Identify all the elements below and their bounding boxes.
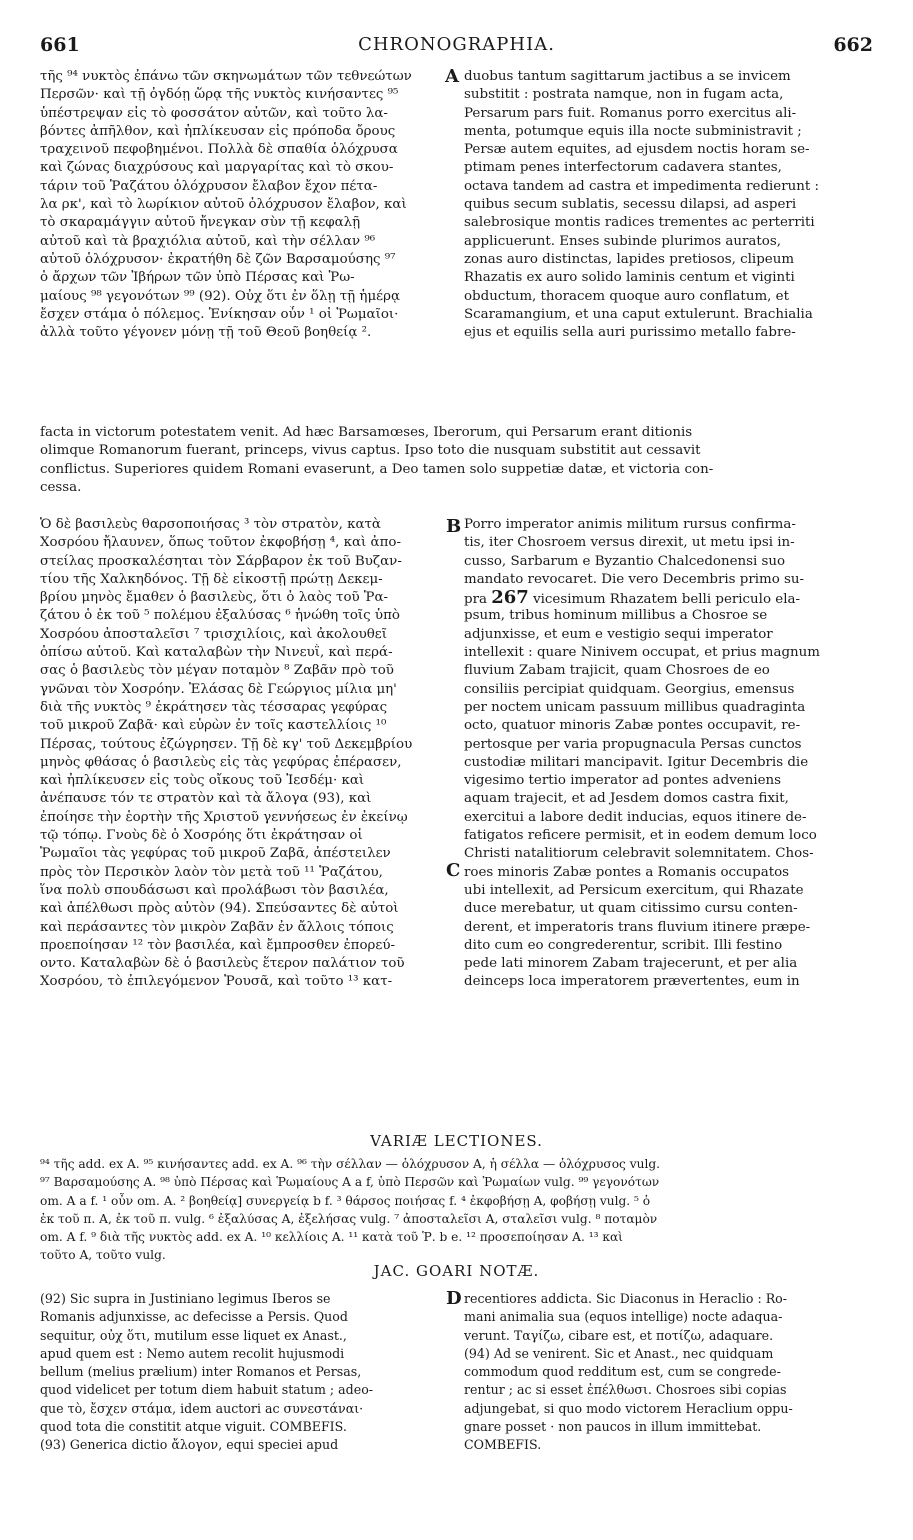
text-line: ἀλλὰ τοῦτο γέγονεν μόνῃ τῇ τοῦ Θεοῦ βοηθείᾳ ². xyxy=(40,325,372,341)
variae-lectiones-title: VARIÆ LECTIONES. xyxy=(370,1132,543,1150)
text-line: τάριν τοῦ Ῥαζάτου ὁλόχρυσον ἔλαβον ἔχον πέτα- xyxy=(40,178,378,194)
latin-line: Christi natalitiorum celebravit solemnitatem. Chos- xyxy=(464,846,814,862)
latin-line: custodiæ militari mancipavit. Igitur Decembris die xyxy=(464,754,809,770)
text-line: Χοσρόου, τὸ ἐπιλεγόμενον Ῥουσᾶ, καὶ τοῦτο ¹³ κατ- xyxy=(40,974,393,990)
latin-line: psum, tribus hominum millibus a Chosroe se xyxy=(464,608,768,624)
text-line: cessa. xyxy=(40,479,82,495)
text-line: Χοσρόου ἀποσταλεῖσι ⁷ τρισχιλίοις, καὶ ἀκολουθεῖ xyxy=(40,626,387,642)
text-line: αὐτοῦ καὶ τὰ βραχιόλια αὐτοῦ, καὶ τὴν σέλλαν ⁹⁶ xyxy=(40,233,376,249)
text-line: Ὁ δὲ βασιλεὺς θαρσοποιήσας ³ τὸν στρατὸν, κατὰ xyxy=(40,517,381,532)
text-line: salebrosique montis radices trementes ac perterriti xyxy=(464,215,815,231)
text-line: τραχεινοῦ πεφοβημένοι. Πολλὰ δὲ σπαθία ὁλόχρυσα xyxy=(40,142,398,158)
text-line: ptimam penes interfectorum cadavera stantes, xyxy=(464,160,782,176)
text-line: Περσῶν· καὶ τῇ ὀγδόῃ ὥρᾳ τῆς νυκτὸς κινήσαντες ⁹⁵ xyxy=(40,87,399,103)
text-line: καὶ ἀπέλθωσι πρὸς αὐτὸν (94). Σπεύσαντες δὲ αὐτοὶ xyxy=(40,901,399,917)
text-line: λα ρκ', καὶ τὸ λωρίκιον αὐτοῦ ὁλόχρυσον ἔλαβον, καὶ xyxy=(40,197,407,213)
text-line: γνῶναι τὸν Χοσρόην. Ἐλάσας δὲ Γεώργιος μίλια μη' xyxy=(40,681,397,697)
text-line: ὀπίσω αὐτοῦ. Καὶ καταλαβὼν τὴν Νινευῒ, καὶ περά- xyxy=(40,645,393,661)
latin-line: roes minoris Zabæ pontes a Romanis occupatos xyxy=(464,864,790,880)
text-line: Πέρσας, τούτους ἐζώγρησεν. Τῇ δὲ κγ' τοῦ Δεκεμβρίου xyxy=(40,736,413,752)
text-line: τῆς ⁹⁴ νυκτὸς ἐπάνω τῶν σκηνωμάτων τῶν τεθνεώτων xyxy=(40,69,412,84)
latin-line: pede lati minorem Zabam trajecerunt, et per alia xyxy=(464,956,798,972)
text-line: obductum, thoracem quoque auro conflatum, et xyxy=(464,288,789,304)
margin-marker-d: D xyxy=(446,1288,462,1309)
latin-line: fluvium Zabam trajicit, quam Chosroes de eo xyxy=(464,663,770,679)
text-line: recentiores addicta. Sic Diaconus in Heraclio : Ro- xyxy=(464,1291,788,1306)
latin-line: consiliis percipiat quidquam. Georgius, emensus xyxy=(464,681,795,697)
text-line: στείλας προσκαλέσηται τὸν Σάρβαρον ἐκ τοῦ Βυζαν- xyxy=(40,553,402,569)
text-line: καὶ ἠπλίκευσεν εἰς τοὺς οἴκους τοῦ Ἰεσδέμ· καὶ xyxy=(40,773,365,789)
running-title: CHRONOGRAPHIA. xyxy=(358,34,555,55)
text-line: βρίου μηνὸς ἔμαθεν ὁ βασιλεὺς, ὅτι ὁ λαὸς τοῦ Ῥα- xyxy=(40,590,389,606)
text-line: mani animalia sua (equos intellige) nocte adaqua- xyxy=(464,1309,783,1325)
text-line: apud quem est : Nemo autem recolit hujusmodi xyxy=(40,1345,345,1361)
text-line: (92) Sic supra in Justiniano legimus Iberos se xyxy=(40,1291,331,1306)
text-line: ἵνα πολὺ σπουδάσωσι καὶ προλάβωσι τὸν βασιλέα, xyxy=(40,882,389,898)
text-line: ὑπέστρεψαν εἰς τὸ φοσσάτον αὐτῶν, καὶ τοῦτο λα- xyxy=(40,105,388,121)
text-line: βόντες ἀπῆλθον, καὶ ἠπλίκευσαν εἰς πρόποδα ὄρους xyxy=(40,123,396,139)
latin-line: ubi intellexit, ad Persicum exercitum, qui Rhazate xyxy=(464,882,804,898)
text-line: om. A a f. ¹ οὖν om. A. ² βοηθείᾳ] συνεργείᾳ b f. ³ θάρσος ποιήσας f. ⁴ ἐκφοβήσῃ A, φοβήσῃ vulg. ⁵ ὁ xyxy=(40,1193,651,1208)
latin-line: duce merebatur, ut quam citissimo cursu conten- xyxy=(464,901,798,917)
text-line: zonas auro distinctas, lapides pretiosos, clipeum xyxy=(464,251,795,267)
text-line: μαίους ⁹⁸ γεγονότων ⁹⁹ (92). Οὐχ ὅτι ἐν ὅλῃ τῇ ἡμέρᾳ xyxy=(40,288,401,304)
latin-line: tis, iter Chosroem versus direxit, ut metu ipsi in- xyxy=(464,535,795,551)
text-line: ⁹⁴ τῆς add. ex A. ⁹⁵ κινήσαντες add. ex A. ⁹⁶ τὴν σέλλαν — ὁλόχρυσον A, ἡ σέλλα — ὁλόχρυσος vulg. xyxy=(40,1157,661,1171)
notes-left-column xyxy=(40,1290,440,1455)
text-line: Romanis adjunxisse, ac defecisse a Persis. Quod xyxy=(40,1309,348,1325)
latin-line: aquam trajecit, et ad Jesdem domos castra fixit, xyxy=(464,791,789,807)
text-line: ὁ ἄρχων τῶν Ἰβήρων τῶν ὑπὸ Πέρσας καὶ Ῥω- xyxy=(40,270,355,286)
text-line: (94) Ad se venirent. Sic et Anast., nec quidquam xyxy=(464,1345,774,1361)
text-line: οντο. Καταλαβὼν δὲ ὁ βασιλεὺς ἕτερον παλάτιον τοῦ xyxy=(40,956,405,972)
latin-column-2 xyxy=(464,516,876,992)
latin-line: octo, quatuor minoris Zabæ pontes occupavit, re- xyxy=(464,718,801,734)
variae-lectiones xyxy=(40,1156,876,1266)
latin-line: deinceps loca imperatorem prævertentes, eum in xyxy=(464,974,800,990)
text-line: τοῦτο A, τοῦτο vulg. xyxy=(40,1248,166,1263)
text-line: Persarum pars fuit. Romanus porro exercitus ali- xyxy=(464,105,797,121)
margin-marker-c: C xyxy=(446,860,461,881)
latin-fragment: pra xyxy=(464,592,487,608)
text-line: ejus et equilis sella auri purissimo metallo fabre- xyxy=(464,325,796,341)
text-line: μηνὸς φθάσας ὁ βασιλεὺς εἰς τὰς γεφύρας ἐπέρασεν, xyxy=(40,754,402,770)
latin-line: fatigatos reficere permisit, et in eodem demum loco xyxy=(464,828,817,844)
text-line: Rhazatis ex auro solido laminis centum et viginti xyxy=(464,270,795,286)
latin-line: intellexit : quare Ninivem occupat, et prius magnum xyxy=(464,645,820,661)
text-line: quod videlicet per totum diem habuit statum ; adeo- xyxy=(40,1382,374,1398)
text-line: octava tandem ad castra et impedimenta redierunt : xyxy=(464,178,820,194)
running-header xyxy=(0,34,913,58)
text-line: adjungebat, si quo modo victorem Heraclium oppu- xyxy=(464,1400,793,1416)
text-line: bellum (melius prælium) inter Romanos et Persas, xyxy=(40,1364,362,1380)
text-line: commodum quod redditum est, cum se congrede- xyxy=(464,1364,781,1380)
text-line: Ῥωμαῖοι τὰς γεφύρας τοῦ μικροῦ Ζαβᾶ, ἀπέστειλεν xyxy=(40,846,391,862)
text-line: τοῦ μικροῦ Ζαβᾶ· καὶ εὑρὼν ἐν τοῖς καστελλίοις ¹⁰ xyxy=(40,718,387,734)
latin-line: cusso, Sarbarum e Byzantio Chalcedonensi suo xyxy=(464,553,786,569)
latin-line: per noctem unicam passuum millibus quadraginta xyxy=(464,699,806,715)
page-number-right: 662 xyxy=(833,34,873,56)
text-line: Scaramangium, et una caput extulerunt. Brachialia xyxy=(464,306,813,322)
text-line: que τὸ, ἔσχεν στάμα, idem auctori ac συνεστάναι· xyxy=(40,1400,364,1416)
text-line: καὶ ζώνας διαχρύσους καὶ μαργαρίτας καὶ τὸ σκου- xyxy=(40,160,394,176)
text-line: om. A f. ⁹ διὰ τῆς νυκτὸς add. ex A. ¹⁰ κελλίοις A. ¹¹ κατὰ τοῦ Ῥ. b e. ¹² προσεποίησαν A. ¹³ καὶ xyxy=(40,1230,623,1245)
margin-marker-a: A xyxy=(445,66,459,87)
text-line: (93) Generica dictio ἄλογον, equi speciei apud xyxy=(40,1437,339,1453)
notes-title: JAC. GOARI NOTÆ. xyxy=(373,1262,540,1280)
text-line: Χοσρόου ἤλαυνεν, ὅπως τοῦτον ἐκφοβήσῃ ⁴, καὶ ἀπο- xyxy=(40,535,401,551)
text-line: Persæ autem equites, ad ejusdem noctis horam se- xyxy=(464,142,810,158)
text-line: COMBEFIS. xyxy=(464,1437,542,1453)
latin-line: exercitui a labore dedit inducias, equos itinere de- xyxy=(464,809,807,825)
text-line: facta in victorum potestatem venit. Ad hæc Barsamœses, Iberorum, qui Persarum erant ditionis xyxy=(40,425,693,440)
text-line: αὐτοῦ ὁλόχρυσον· ἐκρατήθη δὲ ζῶν Βαρσαμούσης ⁹⁷ xyxy=(40,251,396,267)
text-line: gnare posset · non paucos in illum immittebat. xyxy=(464,1419,762,1435)
text-line: conflictus. Superiores quidem Romani evaserunt, a Deo tamen solo suppetiæ datæ, et victoria con- xyxy=(40,461,714,477)
latin-line: vigesimo tertio imperator ad pontes adveniens xyxy=(464,773,782,789)
text-line: applicuerunt. Enses subinde plurimos auratos, xyxy=(464,233,781,249)
inline-page-number: 267 xyxy=(491,589,529,608)
latin-line: derent, et imperatoris trans fluvium itinere præpe- xyxy=(464,919,811,935)
text-line: quibus secum sublatis, secessu dilapsi, ad asperi xyxy=(464,197,797,213)
notes-right-column xyxy=(464,1290,876,1455)
text-line: ἐκ τοῦ π. A, ἐκ τοῦ π. vulg. ⁶ ἐξαλύσας A, ἐξελήσας vulg. ⁷ ἀποσταλεῖσι A, σταλεῖσι vulg. ⁸ ποταμὸν xyxy=(40,1211,658,1226)
page-number-left: 661 xyxy=(40,34,80,56)
text-line: τίου τῆς Χαλκηδόνος. Τῇ δὲ εἰκοστῇ πρώτῃ Δεκεμ- xyxy=(40,571,383,587)
text-line: ἀνέπαυσε τόν τε στρατὸν καὶ τὰ ἄλογα (93), καὶ xyxy=(40,791,372,807)
text-line: σας ὁ βασιλεὺς τὸν μέγαν ποταμὸν ⁸ Ζαβᾶν πρὸ τοῦ xyxy=(40,663,394,679)
text-line: sequitur, οὐχ ὅτι, mutilum esse liquet ex Anast., xyxy=(40,1327,347,1343)
text-line: substitit : postrata namque, non in fugam acta, xyxy=(464,87,784,103)
margin-marker-b: B xyxy=(446,516,462,537)
text-line: τῷ τόπῳ. Γνοὺς δὲ ὁ Χοσρόης ὅτι ἐκράτησαν οἱ xyxy=(40,828,363,844)
latin-line: pertosque per varia propugnacula Persas cunctos xyxy=(464,736,802,752)
greek-column-2 xyxy=(40,516,446,992)
text-line: ⁹⁷ Βαρσαμούσης A. ⁹⁸ ὑπὸ Πέρσας καὶ Ῥωμαίους A a f, ὑπὸ Περσῶν καὶ Ῥωμαίων vulg. ⁹⁹ γεγονότων xyxy=(40,1175,660,1190)
greek-column-1 xyxy=(40,68,446,342)
latin-fragment: vicesimum Rhazatem belli periculo ela- xyxy=(533,592,800,608)
latin-line: dito cum eo congrederentur, scribit. Illi festino xyxy=(464,937,783,953)
text-line: ἔσχεν στάμα ὁ πόλεμος. Ἐνίκησαν οὖν ¹ οἱ Ῥωμαῖοι· xyxy=(40,306,399,322)
text-line: ζάτου ὁ ἐκ τοῦ ⁵ πολέμου ἐξαλύσας ⁶ ἡνώθη τοῖς ὑπὸ xyxy=(40,608,400,624)
text-line: καὶ περάσαντες τὸν μικρὸν Ζαβᾶν ἐν ἄλλοις τόποις xyxy=(40,919,394,935)
text-line: ἐποίησε τὴν ἑορτὴν τῆς Χριστοῦ γεννήσεως ἐν ἐκείνῳ xyxy=(40,809,408,825)
latin-line: adjunxisse, et eum e vestigio sequi imperator xyxy=(464,626,773,642)
text-line: olimque Romanorum fuerant, princeps, vivus captus. Ipso toto die nusquam substitit aut cessavit xyxy=(40,443,701,459)
text-line: quod tota die constitit atque viguit. COMBEFIS. xyxy=(40,1419,347,1435)
text-line: verunt. Ταγίζω, cibare est, et ποτίζω, adaquare. xyxy=(464,1327,774,1343)
text-line: πρὸς τὸν Περσικὸν λαὸν τὸν μετὰ τοῦ ¹¹ Ῥαζάτου, xyxy=(40,864,383,880)
text-line: rentur ; ac si esset ἐπέλθωσι. Chosroes sibi copias xyxy=(464,1382,787,1398)
latin-fullwidth-paragraph xyxy=(40,424,876,497)
latin-line: Porro imperator animis militum rursus confirma- xyxy=(464,517,796,532)
latin-line: mandato revocaret. Die vero Decembris primo su- xyxy=(464,571,805,587)
text-line: διὰ τῆς νυκτὸς ⁹ ἐκράτησεν τὰς τέσσαρας γεφύρας xyxy=(40,699,388,715)
text-line: menta, potumque equis illa nocte subministravit ; xyxy=(464,123,802,139)
text-line: duobus tantum sagittarum jactibus a se invicem xyxy=(464,69,791,84)
latin-line xyxy=(464,589,876,607)
text-line: τὸ σκαραμάγγιν αὐτοῦ ἤνεγκαν σὺν τῇ κεφαλῇ xyxy=(40,215,361,231)
text-line: προεποίησαν ¹² τὸν βασιλέα, καὶ ἔμπροσθεν ἐπορεύ- xyxy=(40,937,396,953)
latin-column-1 xyxy=(464,68,876,342)
